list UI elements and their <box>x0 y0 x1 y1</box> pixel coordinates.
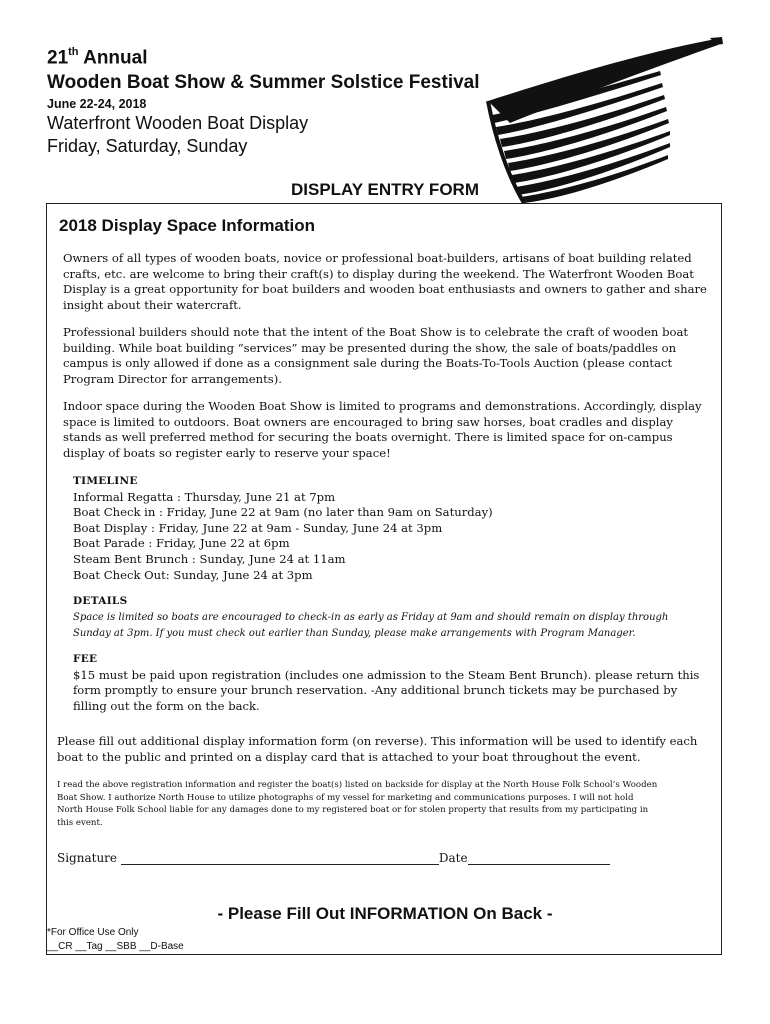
signature-row <box>57 851 697 865</box>
office-use-block <box>47 926 184 954</box>
paragraph-line: Indoor space during the Wooden Boat Show is limited to programs and demonstrations. Accordingly, display <box>63 399 702 413</box>
boat-ribs-illustration <box>480 33 730 203</box>
paragraph-line: Program Director for arrangements). <box>63 371 282 386</box>
details-line: Sunday at 3pm. If you must check out earlier than Sunday, please make arrangements with Program Manager. <box>73 627 636 639</box>
intro-paragraph <box>63 251 707 313</box>
fee-line: filling out the form on the back. <box>73 698 260 713</box>
annual-number: 21 <box>47 47 69 69</box>
timeline-item: Boat Parade : Friday, June 22 at 6pm <box>73 536 290 551</box>
fee-line: form promptly to ensure your brunch reservation. -Any additional brunch tickets may be purchased by <box>73 683 678 698</box>
paragraph-line: Professional builders should note that the intent of the Boat Show is to celebrate the craft of wooden boat <box>63 325 689 339</box>
annual-ordinal: th <box>68 46 79 58</box>
paragraph-line: boat to the public and printed on a display card that is attached to your boat throughout the event. <box>57 749 641 764</box>
event-days: Friday, Saturday, Sunday <box>47 136 248 157</box>
paragraph-line: Owners of all types of wooden boats, novice or professional boat-builders, artisans of boat building related <box>63 251 692 265</box>
event-header <box>47 42 517 158</box>
office-use-label: *For Office Use Only <box>47 927 139 938</box>
legal-line: I read the above registration information and register the boat(s) listed on backside for display at the North House Folk School’s Wooden <box>57 780 658 790</box>
timeline-item: Informal Regatta : Thursday, June 21 at 7pm <box>73 489 336 504</box>
timeline-item: Boat Display : Friday, June 22 at 9am - Sunday, June 24 at 3pm <box>73 520 443 535</box>
display-info-box <box>46 203 722 955</box>
details-line: Space is limited so boats are encouraged to check-in as early as Friday at 9am and should remain on display through <box>73 611 669 623</box>
legal-statement <box>57 779 707 829</box>
event-venue: Waterfront Wooden Boat Display <box>47 113 309 134</box>
event-dates: June 22-24, 2018 <box>47 97 147 112</box>
legal-line: North House Folk School liable for any damages done to my registered boat or for stolen property that results from my participating in <box>57 805 649 815</box>
paragraph-line: space is limited to outdoors. Boat owners are encouraged to bring saw horses, boat cradles and display <box>63 414 673 429</box>
fee-label: FEE <box>73 653 98 665</box>
signature-label: Signature <box>57 851 118 865</box>
timeline-item: Boat Check Out: Sunday, June 24 at 3pm <box>73 567 313 582</box>
event-title: Wooden Boat Show & Summer Solstice Festival <box>47 72 480 94</box>
timeline-label: TIMELINE <box>73 475 138 487</box>
back-note: - Please Fill Out INFORMATION On Back - <box>217 904 553 923</box>
annual-word: Annual <box>83 47 148 69</box>
timeline-section <box>73 474 703 583</box>
info-paragraph <box>57 734 707 765</box>
signature-field[interactable] <box>121 852 439 865</box>
form-title: DISPLAY ENTRY FORM <box>291 180 479 199</box>
paragraph-line: campus is only allowed if done as a consignment sale during the Boats-To-Tools Auction (please contact <box>63 356 673 370</box>
fee-line: $15 must be paid upon registration (includes one admission to the Steam Bent Brunch). please return this <box>73 667 700 682</box>
details-section <box>73 594 703 642</box>
fee-section <box>73 652 703 714</box>
paragraph-line: building. While boat building “services” may be presented during the show, the sale of boats/paddles on <box>63 340 677 355</box>
timeline-item: Boat Check in : Friday, June 22 at 9am (no later than 9am on Saturday) <box>73 505 493 520</box>
paragraph-line: Please fill out additional display information form (on reverse). This information will be used to identify each <box>57 734 698 748</box>
date-field[interactable] <box>468 852 610 865</box>
paragraph-line: display of boats so register early to reserve your space! <box>63 445 391 460</box>
builders-paragraph <box>63 325 707 387</box>
office-use-codes: __CR __Tag __SBB __D-Base <box>47 941 184 952</box>
details-label: DETAILS <box>73 595 128 607</box>
legal-line: Boat Show. I authorize North House to utilize photographs of my vessel for marketing and communications purposes. I will not hold <box>57 792 634 803</box>
legal-line: this event. <box>57 817 103 828</box>
space-paragraph <box>63 399 707 461</box>
date-label: Date <box>438 851 468 865</box>
paragraph-line: crafts, etc. are welcome to bring their craft(s) to display during the weekend. The Waterfront Wooden Boat <box>63 266 694 281</box>
annual-line <box>47 42 517 69</box>
paragraph-line: stands as well preferred method for securing the boats overnight. There is limited space for on-campus <box>63 430 673 444</box>
timeline-item: Steam Bent Brunch : Sunday, June 24 at 11am <box>73 551 346 566</box>
paragraph-line: insight about their watercraft. <box>63 297 242 312</box>
section-heading: 2018 Display Space Information <box>59 216 316 235</box>
paragraph-line: Display is a great opportunity for boat builders and wooden boat enthusiasts and owners to gather and share <box>63 282 707 296</box>
